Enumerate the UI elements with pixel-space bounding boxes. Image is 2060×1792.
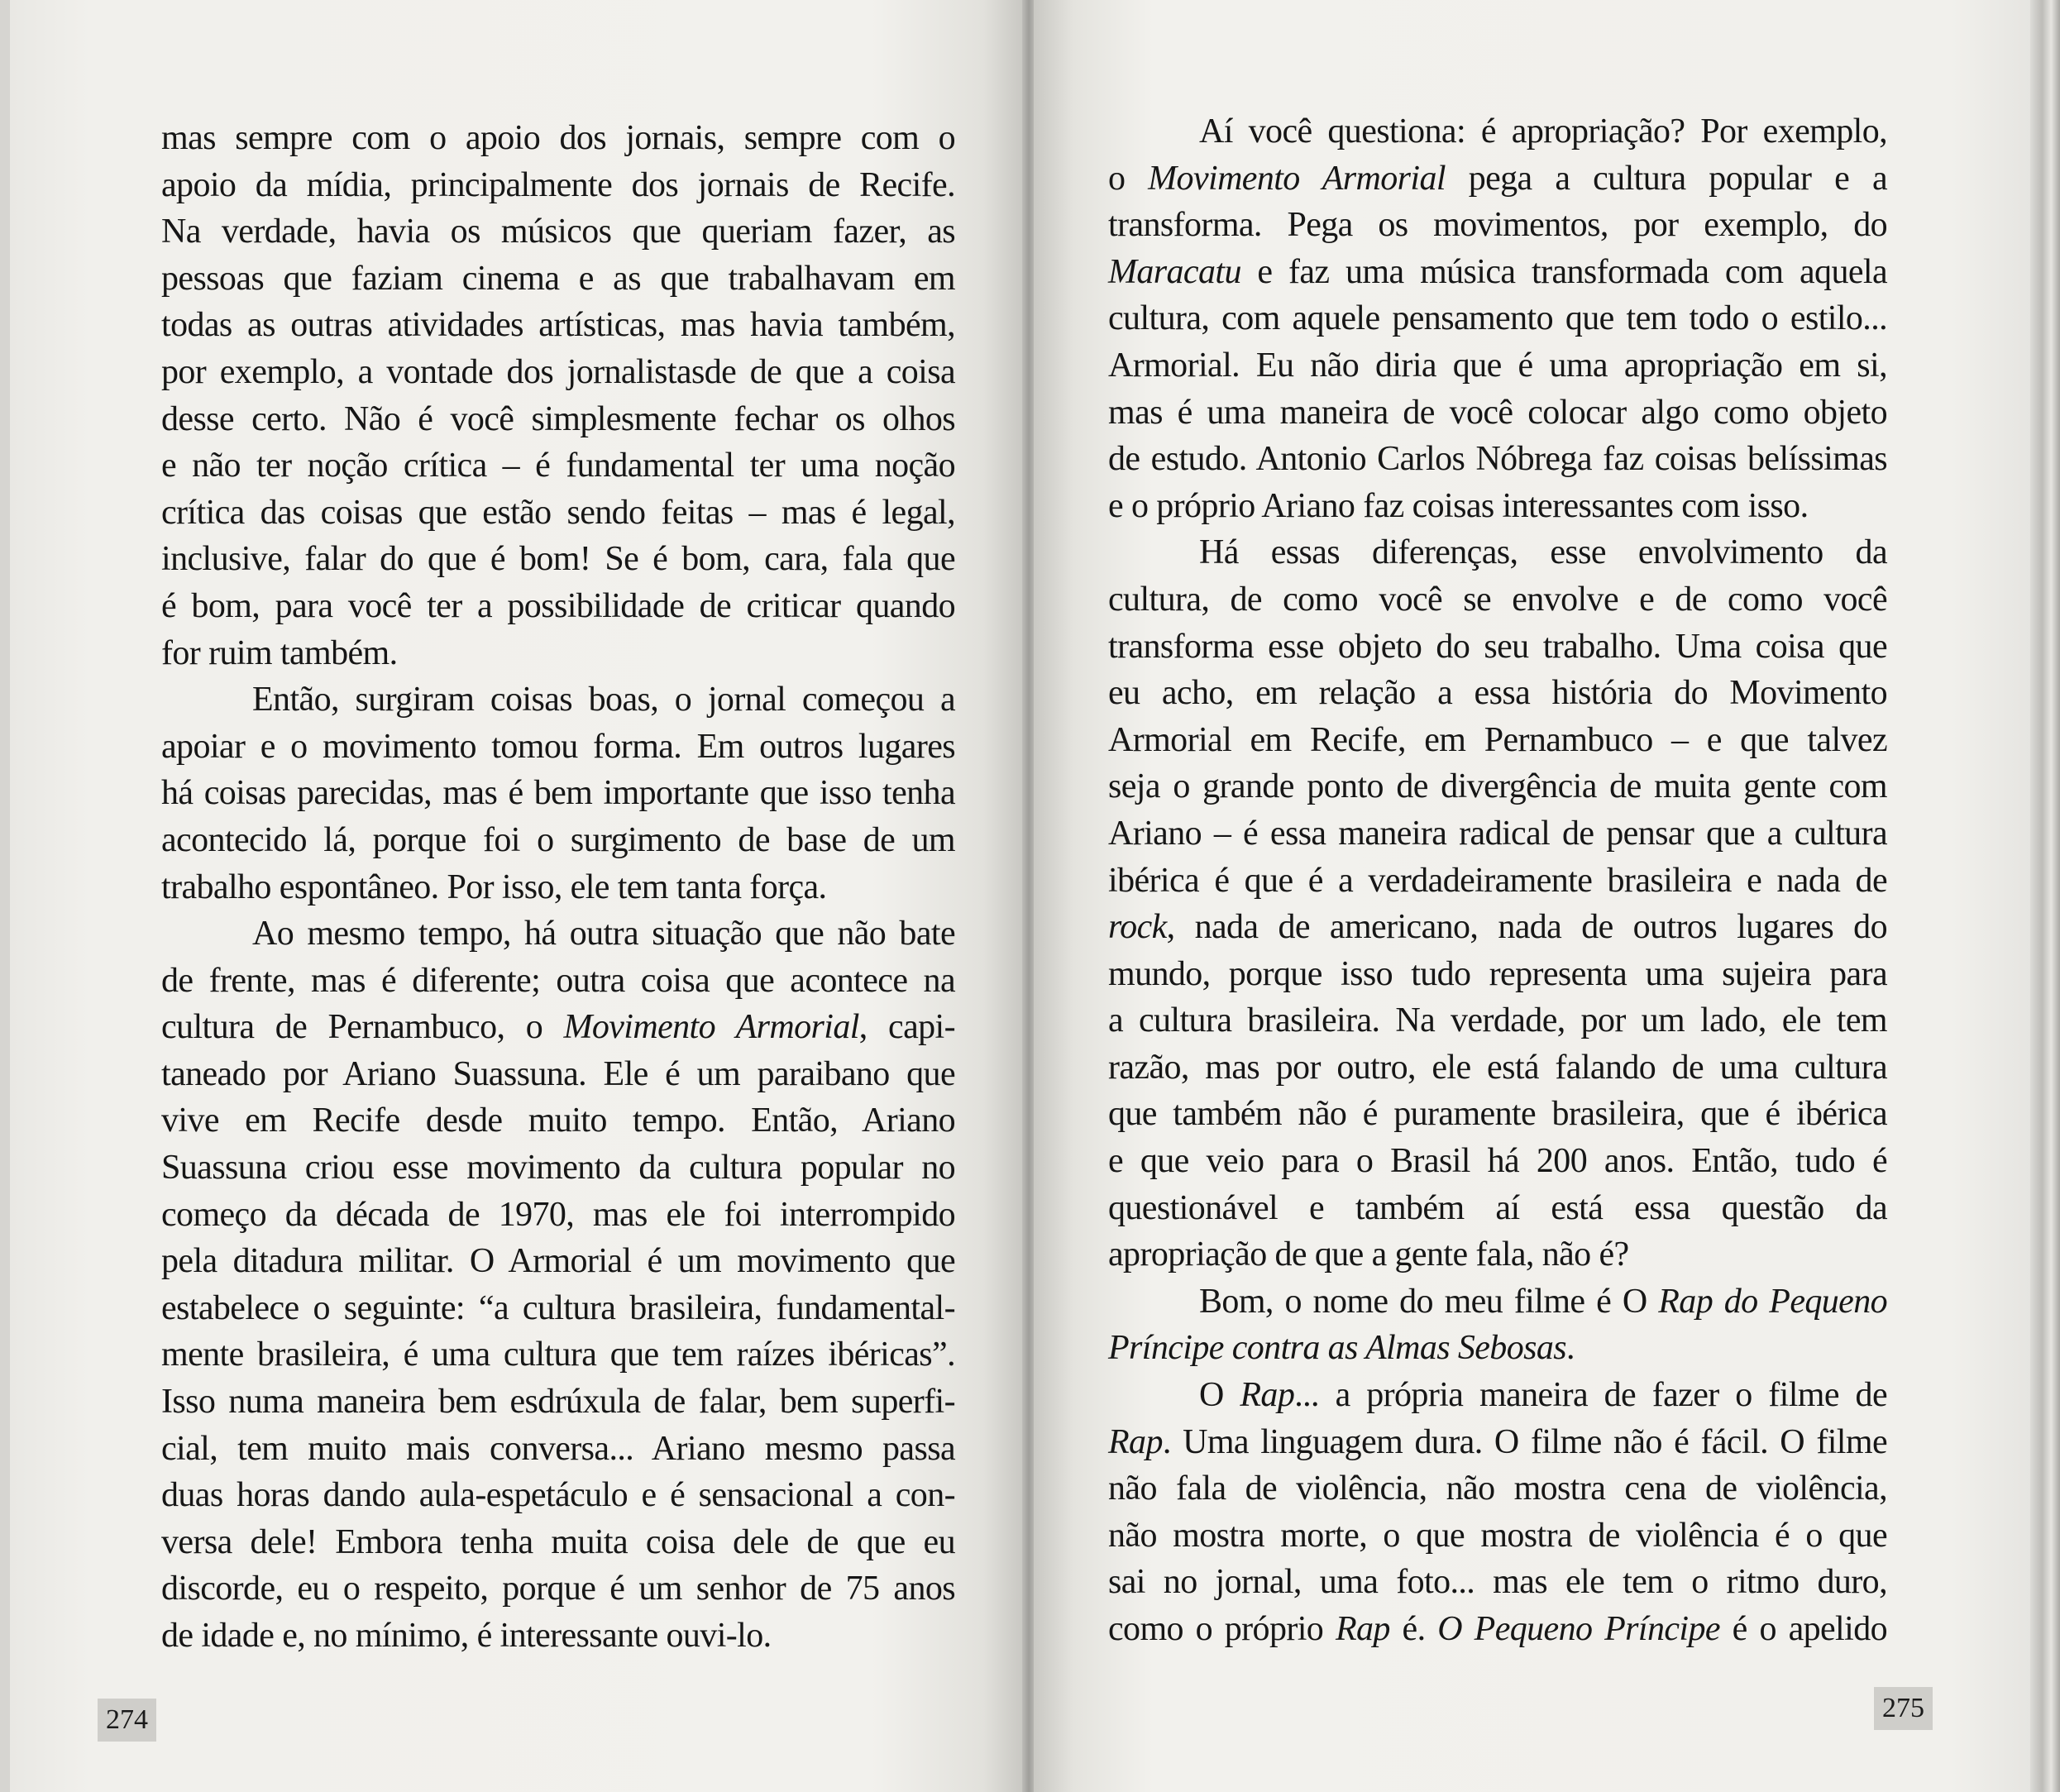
text-line: ibérica é que é a verdadeiramente brasileira e nada de [1108, 861, 1887, 900]
text-line: versa dele! Embora tenha muita coisa dele de que eu [161, 1522, 955, 1561]
paragraph [161, 115, 955, 676]
text-line: mundo, porque isso tudo representa uma sujeira para [1108, 954, 1887, 993]
text-line: de frente, mas é diferente; outra coisa que acontece na [161, 961, 955, 1000]
paragraph [1108, 1372, 1887, 1653]
text-line: a cultura brasileira. Na verdade, por um lado, ele tem [1108, 1001, 1887, 1040]
text-line: questionável e também aí está essa questão da [1108, 1188, 1887, 1227]
left-page [10, 0, 1024, 1792]
text-line: e não ter noção crítica – é fundamental ter uma noção [161, 447, 955, 485]
text-line: pessoas que faziam cinema e as que trabalhavam em [161, 259, 955, 298]
text-line: de idade e, no mínimo, é interessante ouvi-lo. [161, 1617, 772, 1655]
text-line: e o próprio Ariano faz coisas interessantes com isso. [1108, 486, 1809, 525]
right-page [1034, 0, 2030, 1792]
text-line: cultura, com aquele pensamento que tem todo o estilo... [1108, 299, 1887, 338]
page-edges [2030, 0, 2060, 1792]
text-line: apoiar e o movimento tomou forma. Em outros lugares [161, 727, 955, 766]
text-line: mas é uma maneira de você colocar algo como objeto [1108, 393, 1887, 432]
text-line: crítica das coisas que estão sendo feitas – mas é legal, [161, 493, 955, 532]
text-line: Ao mesmo tempo, há outra situação que não bate [252, 915, 955, 953]
text-line: transforma esse objeto do seu trabalho. Uma coisa que [1108, 627, 1887, 666]
text-line: e que veio para o Brasil há 200 anos. Então, tudo é [1108, 1142, 1887, 1181]
text-line: rock, nada de americano, nada de outros lugares do [1108, 908, 1887, 947]
text-line: transforma. Pega os movimentos, por exemplo, do [1108, 206, 1887, 245]
left-page-number: 274 [98, 1699, 156, 1742]
text-line: cial, tem muito mais conversa... Ariano mesmo passa [161, 1429, 955, 1468]
text-line: que também não é puramente brasileira, que é ibérica [1108, 1095, 1887, 1134]
text-line: razão, mas por outro, ele está falando de uma cultura [1108, 1048, 1887, 1087]
text-line: Aí você questiona: é apropriação? Por exemplo, [1199, 112, 1887, 151]
text-line: é bom, para você ter a possibilidade de criticar quando [161, 586, 955, 625]
text-line: apoio da mídia, principalmente dos jornais de Recife. [161, 165, 955, 204]
text-line: apropriação de que a gente fala, não é? [1108, 1235, 1629, 1274]
text-line: vive em Recife desde muito tempo. Então, Ariano [161, 1101, 955, 1140]
text-line: Bom, o nome do meu filme é O Rap do Pequeno [1199, 1282, 1888, 1321]
text-line: sai no jornal, uma foto... mas ele tem o ritmo duro, [1108, 1563, 1887, 1602]
text-line: Rap. Uma linguagem dura. O filme não é fácil. O filme [1108, 1422, 1887, 1461]
text-line: taneado por Ariano Suassuna. Ele é um paraibano que [161, 1054, 955, 1093]
paragraph [1108, 1278, 1887, 1372]
paragraph [161, 910, 955, 1660]
text-line: acontecido lá, porque foi o surgimento de base de um [161, 820, 955, 859]
text-line: Isso numa maneira bem esdrúxula de falar, bem superfi- [161, 1383, 955, 1422]
text-line: Príncipe contra as Almas Sebosas. [1108, 1329, 1575, 1368]
text-line: não mostra morte, o que mostra de violência é o que [1108, 1516, 1887, 1555]
text-line: Armorial. Eu não diria que é uma apropriação em si, [1108, 346, 1887, 385]
right-page-number: 275 [1874, 1687, 1933, 1730]
text-line: seja o grande ponto de divergência de muita gente com [1108, 767, 1887, 806]
right-page-text [1108, 108, 1887, 1653]
text-line: mente brasileira, é uma cultura que tem raízes ibéricas”. [161, 1336, 955, 1374]
text-line: de estudo. Antonio Carlos Nóbrega faz coisas belíssimas [1108, 440, 1887, 479]
text-line: Armorial em Recife, em Pernambuco – e que talvez [1108, 720, 1887, 759]
text-line: Maracatu e faz uma música transformada com aquela [1108, 252, 1887, 291]
paragraph [1108, 529, 1887, 1278]
text-line: Ariano – é essa maneira radical de pensar que a cultura [1108, 814, 1887, 853]
text-line: por exemplo, a vontade dos jornalistasde de que a coisa [161, 352, 955, 391]
text-line: todas as outras atividades artísticas, mas havia também, [161, 306, 955, 345]
text-line: trabalho espontâneo. Por isso, ele tem tanta força. [161, 867, 827, 906]
text-line: pela ditadura militar. O Armorial é um movimento que [161, 1242, 955, 1281]
left-page-text [161, 115, 955, 1660]
text-line: cultura de Pernambuco, o Movimento Armorial, capi- [161, 1008, 955, 1047]
text-line: duas horas dando aula-espetáculo e é sensacional a con- [161, 1476, 955, 1515]
paragraph [1108, 108, 1887, 529]
text-line: discorde, eu o respeito, porque é um senhor de 75 anos [161, 1570, 955, 1608]
text-line: há coisas parecidas, mas é bem importante que isso tenha [161, 774, 955, 813]
text-line: o Movimento Armorial pega a cultura popular e a [1108, 159, 1887, 198]
text-line: desse certo. Não é você simplesmente fechar os olhos [161, 399, 955, 438]
text-line: não fala de violência, não mostra cena de violência, [1108, 1469, 1887, 1508]
text-line: cultura, de como você se envolve e de como você [1108, 580, 1887, 619]
text-line: Então, surgiram coisas boas, o jornal começou a [252, 681, 955, 719]
text-line: Na verdade, havia os músicos que queriam fazer, as [161, 213, 955, 251]
text-line: inclusive, falar do que é bom! Se é bom, cara, fala que [161, 540, 955, 579]
text-line: como o próprio Rap é. O Pequeno Príncipe é o apelido [1108, 1610, 1887, 1648]
text-line: estabelece o seguinte: “a cultura brasileira, fundamental- [161, 1288, 955, 1327]
text-line: começo da década de 1970, mas ele foi interrompido [161, 1195, 955, 1234]
paragraph [161, 676, 955, 910]
text-line: Há essas diferenças, esse envolvimento da [1199, 533, 1887, 572]
text-line: mas sempre com o apoio dos jornais, sempre com o [161, 119, 955, 157]
text-line: for ruim também. [161, 633, 398, 672]
text-line: Suassuna criou esse movimento da cultura popular no [161, 1149, 955, 1187]
text-line: eu acho, em relação a essa história do Movimento [1108, 674, 1887, 713]
text-line: O Rap... a própria maneira de fazer o filme de [1199, 1376, 1887, 1415]
